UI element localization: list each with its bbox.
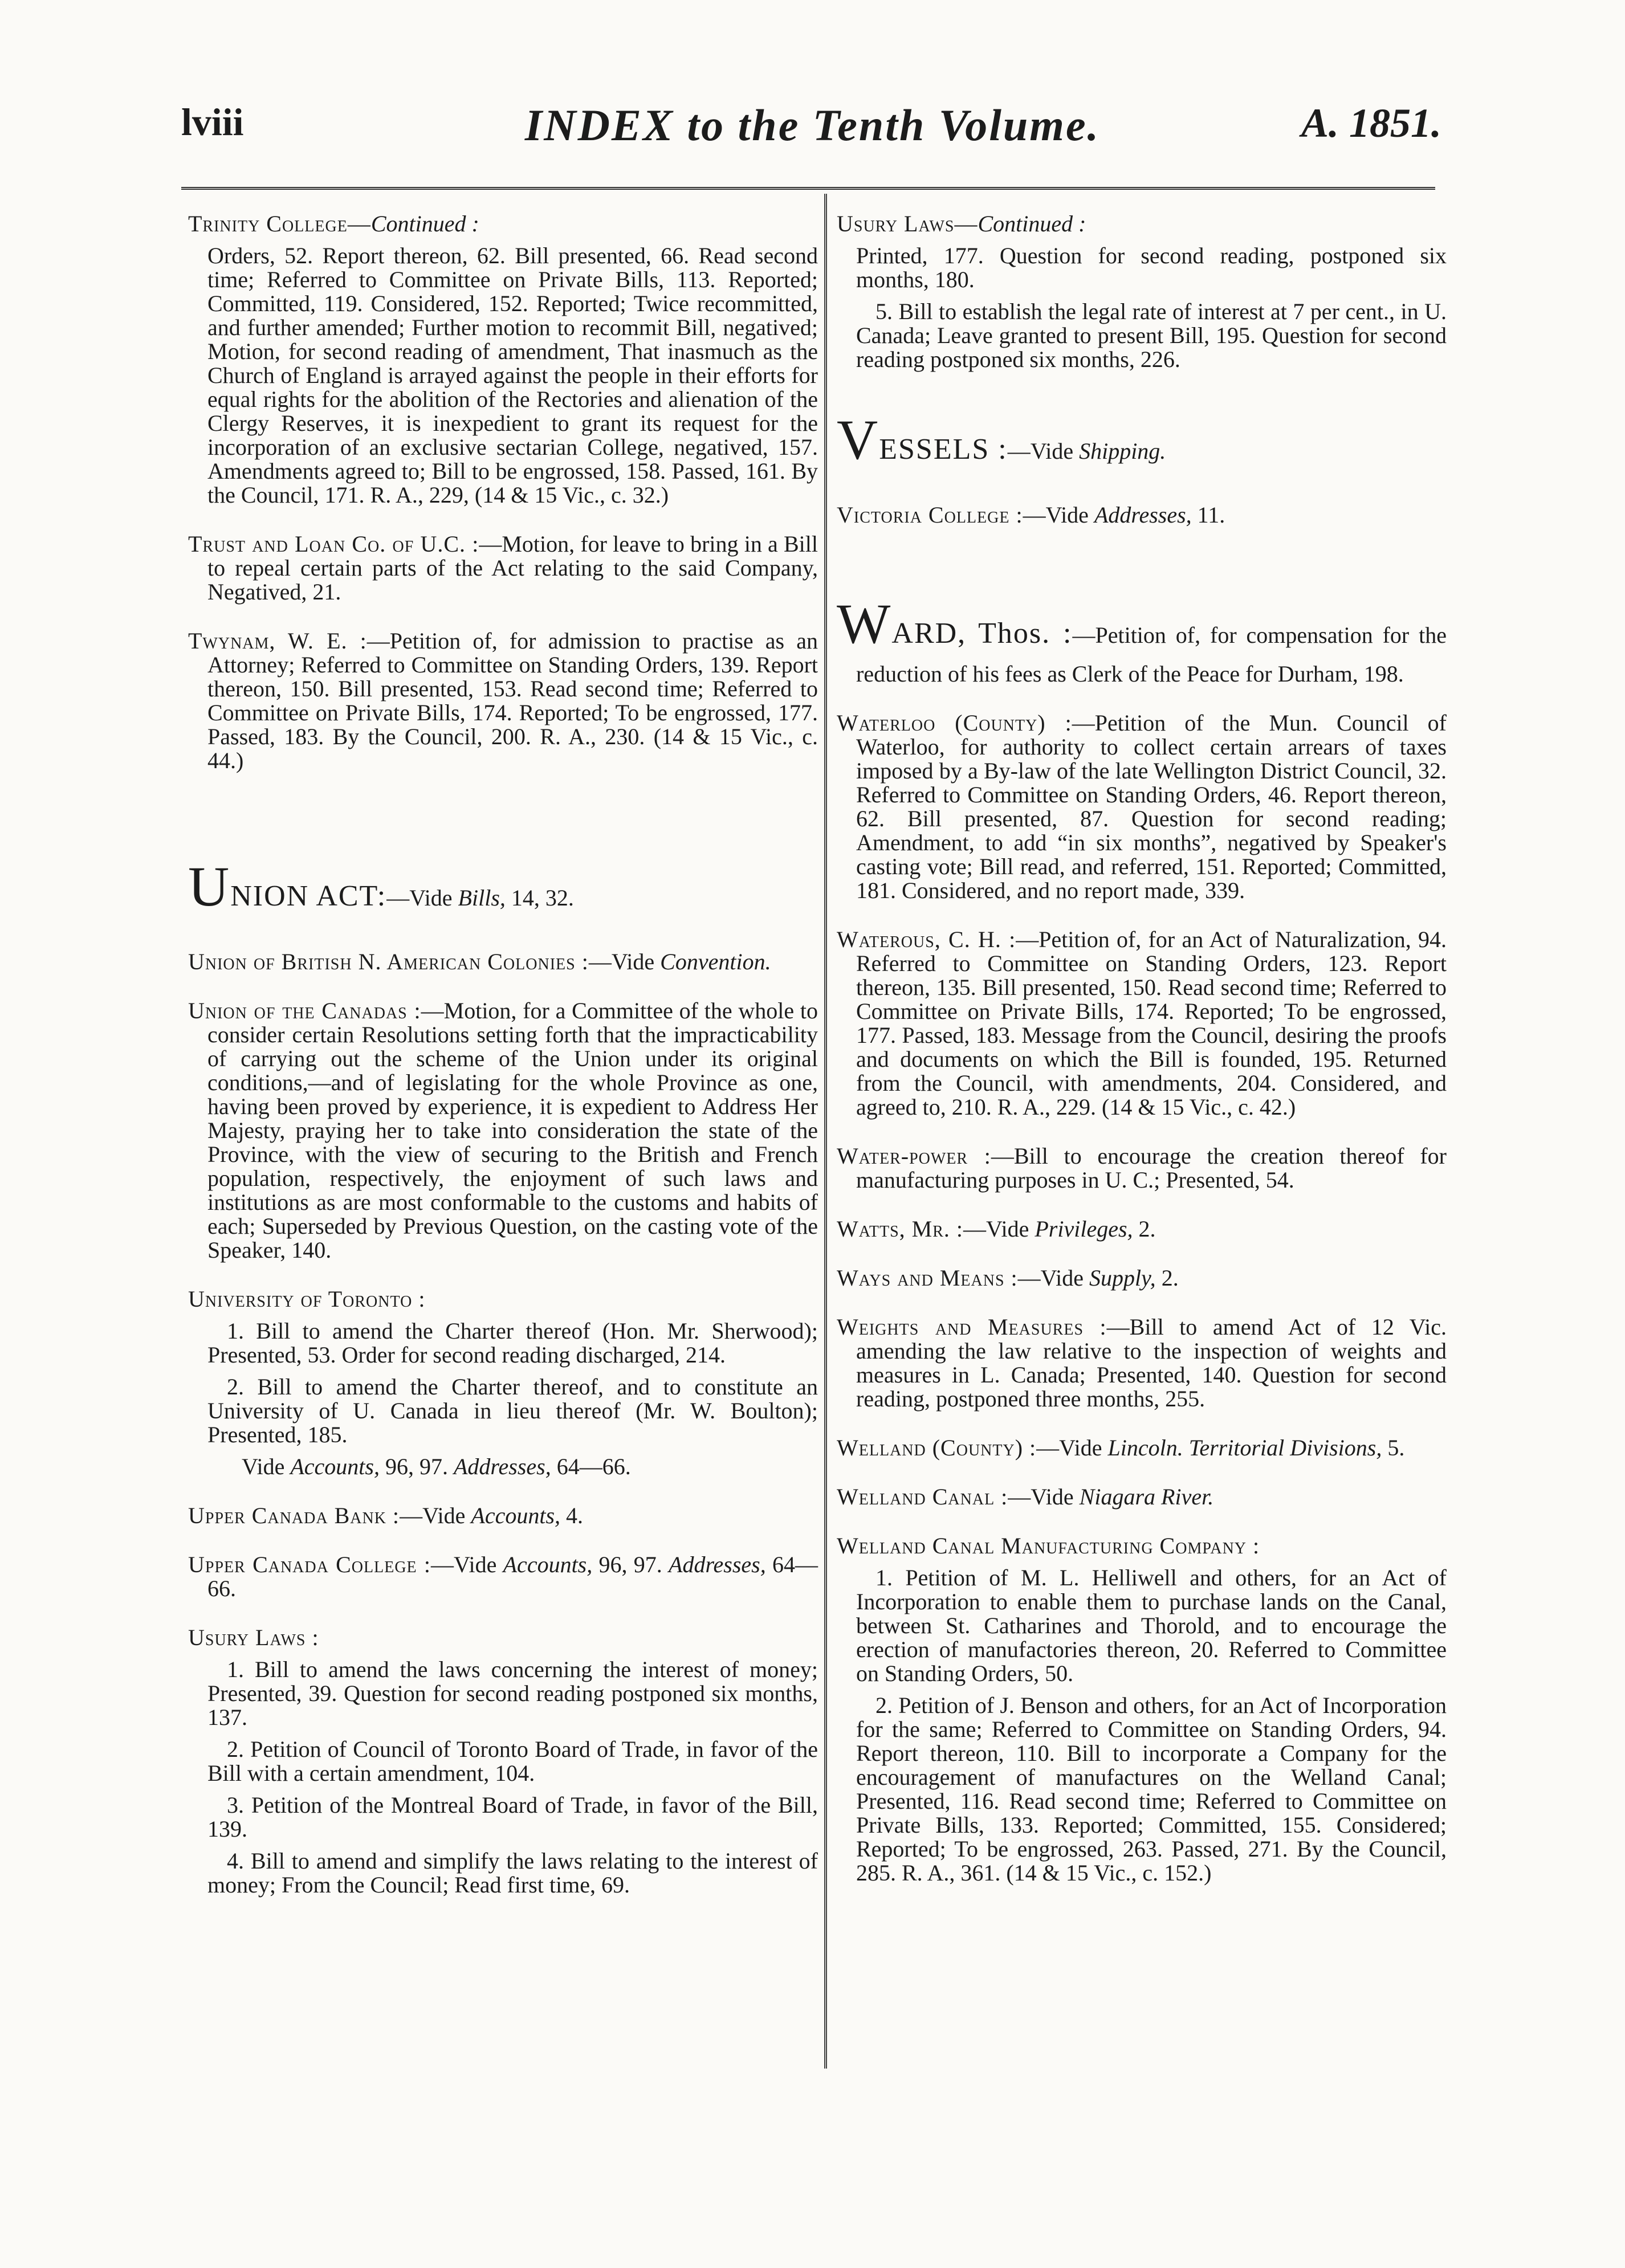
entry-heading: Water-power : — [837, 1143, 991, 1169]
entry-text: —Motion, for a Committee of the whole to consider certain Resolutions setting forth that the impracticability of carrying out the scheme of the Union under its original conditions,—and of legislating for the whole Province as one, having been proved by experience, it is expedient to Address Her Majesty, praying her to take into consideration the state of the Province, with the view of securing to the British and French population, respectively, the enjoyment of such laws and institutions as are most conformable to the customs and habits of each; Superseded by Previous Question, on the casting vote of the Speaker, 140. — [207, 998, 818, 1263]
sub-entry: 1. Bill to amend the laws concerning the interest of money; Presented, 39. Question for second reading postponed six months, 137. — [207, 1657, 818, 1730]
sub-entry: Printed, 177. Question for second reading, postponed six months, 180. — [856, 243, 1447, 292]
cross-reference: Bills, — [458, 885, 506, 911]
heading-initial: U — [188, 855, 231, 918]
entry-union-canadas — [188, 999, 818, 1262]
cross-reference: Accounts, — [471, 1503, 561, 1528]
entry-union-act — [188, 855, 818, 925]
entry-heading: Weights and Measures : — [837, 1314, 1107, 1340]
entry-ward — [837, 592, 1447, 687]
sub-entry: 1. Petition of M. L. Helliwell and others, for an Act of Incorporation to enable them to purchase lands on the Canal, between St. Catharines and Thorold, and to encourage the erection of manufactories thereon, 20. Referred to Committee on Standing Orders, 50. — [856, 1565, 1447, 1686]
right-column — [837, 212, 1447, 1910]
cross-reference: Accounts, — [290, 1454, 380, 1479]
sub-entry: 2. Petition of J. Benson and others, for an Act of Incorporation for the same; Referred to Committee on Standing Orders, 94. Report thereon, 110. Bill to incorporate a Company for the encouragement of manufactures on the Welland Canal; Presented, 116. Read second time; Referred to Committee on Private Bills, 133. Reported; Committed, 155. Considered; Reported; To be engrossed, 263. Passed, 271. By the Council, 285. R. A., 361. (14 & 15 Vic., c. 152.) — [856, 1692, 1447, 1886]
sub-entry: 5. Bill to establish the legal rate of interest at 7 per cent., in U. Canada; Leave granted to present Bill, 195. Question for second reading postponed six months, 226. — [856, 299, 1447, 372]
cross-reference: Territorial Divisions, — [1188, 1435, 1382, 1461]
entry-pages: 2. — [1155, 1265, 1179, 1291]
entry-welland-canal — [837, 1485, 1447, 1509]
left-column — [188, 212, 818, 1922]
entry-heading: Welland Canal : — [837, 1484, 1008, 1510]
sub-entry: 2. Petition of Council of Toronto Board of Trade, in favor of the Bill with a certain amendment, 104. — [207, 1736, 818, 1786]
entry-pages: 11. — [1191, 502, 1225, 528]
entry-uc-bank — [188, 1504, 818, 1528]
entry-pages: 64—66. — [207, 1552, 818, 1601]
entry-text: —Petition of the Mun. Council of Waterloo, for authority to collect certain arrears of taxes imposed by a By-law of the late Wellington District Council, 32. Referred to Committee on Standing Orders, 46. Report thereon, 62. Bill presented, 87. Question for second reading; Amendment, to add “in six months”, negatived by Speaker's casting vote; Bill read, and referred, 151. Reported; Committed, 181. Considered, and no report made, 339. — [856, 710, 1447, 903]
entry-text: —Vide — [588, 949, 661, 974]
entry-welland-county — [837, 1436, 1447, 1460]
entry-uc-college — [188, 1553, 818, 1601]
entry-weights-and-measures — [837, 1315, 1447, 1411]
entry-text: —Vide — [431, 1552, 503, 1577]
entry-text: Orders, 52. Report thereon, 62. Bill presented, 66. Read second time; Referred to Committee on Private Bills, 113. Reported; Committed, 119. Considered, 152. Reported; Twice recommitted, and further amended; Further motion to recommit Bill, negatived; Motion, for second reading of amendment, That inasmuch as the Church of England is arrayed against the people in their efforts for equal rights for the abolition of the Rectories and alienation of the Clergy Reserves, it is inexpedient to grant its request for the incorporation of an exclusive sectarian College, negatived, 157. Amendments agreed to; Bill to be engrossed, 158. Passed, 161. By the Council, 171. R. A., 229, (14 & 15 Vic., c. 32.) — [207, 243, 818, 508]
entry-heading: Victoria College : — [837, 502, 1023, 528]
entry-text: —Vide — [386, 885, 458, 911]
entry-water-power — [837, 1144, 1447, 1192]
entry-heading: Ways and Means : — [837, 1265, 1018, 1291]
heading-rest: ESSELS : — [879, 433, 1008, 466]
page-header — [0, 100, 1625, 162]
entry-heading: University of Toronto : — [188, 1286, 426, 1312]
heading-rest: NION ACT: — [230, 880, 387, 912]
cross-reference: Lincoln. — [1107, 1435, 1183, 1461]
continued-label: Continued : — [978, 211, 1086, 236]
entry-text: —Bill to encourage the creation thereof for manufacturing purposes in U. C.; Presented, 54. — [856, 1143, 1447, 1193]
entry-text: —Vide — [1023, 502, 1094, 528]
cross-reference: Privileges, — [1035, 1216, 1133, 1242]
entry-heading: Trust and Loan Co. of U.C. : — [188, 531, 479, 557]
entry-text: —Petition of, for compensation for the reduction of his fees as Clerk of the Peace for Durham, 198. — [856, 622, 1447, 687]
cross-reference: Supply, — [1089, 1265, 1156, 1291]
entry-heading — [188, 855, 386, 918]
entry-vessels — [837, 408, 1447, 478]
entry-waterloo — [837, 711, 1447, 903]
entry-heading: Upper Canada College : — [188, 1552, 431, 1577]
sub-entry-vide — [207, 1455, 818, 1479]
entry-text: —Vide — [1036, 1435, 1108, 1461]
sub-entry: 2. Bill to amend the Charter thereof, and to constitute an University of U. Canada in lieu thereof (Mr. W. Boulton); Presented, 185. — [207, 1374, 818, 1447]
entry-pages: 2. — [1133, 1216, 1156, 1242]
entry-text: —Bill to amend Act of 12 Vic. amending the law relative to the inspection of weights and measures in L. Canada; Presented, 140. Question for second reading, postponed three months, 255. — [856, 1314, 1447, 1412]
entry-watts — [837, 1217, 1447, 1241]
entry-trinity-college — [188, 212, 818, 507]
sub-entry: 4. Bill to amend and simplify the laws relating to the interest of money; From the Council; Read first time, 69. — [207, 1848, 818, 1898]
cross-reference: Addresses, — [453, 1454, 551, 1479]
entry-heading: Watts, Mr. : — [837, 1216, 964, 1242]
cross-reference: Addresses, — [669, 1552, 766, 1577]
page-year: A. 1851. — [1301, 100, 1441, 146]
entry-heading: Union of British N. American Colonies : — [188, 949, 589, 974]
entry-pages: 96, 97. — [592, 1552, 669, 1577]
entry-heading: Upper Canada Bank : — [188, 1503, 400, 1528]
entry-heading: Usury Laws— — [837, 211, 978, 236]
entry-text: —Vide — [1017, 1265, 1090, 1291]
entry-pages: 4. — [560, 1503, 584, 1528]
cross-reference: Addresses, — [1094, 502, 1192, 528]
heading-rest: ARD, Thos. : — [891, 617, 1073, 650]
entry-trust-and-loan — [188, 532, 818, 604]
sub-entry: 3. Petition of the Montreal Board of Trade, in favor of the Bill, 139. — [207, 1792, 818, 1842]
column-divider — [824, 194, 827, 2069]
entry-pages: 14, 32. — [505, 885, 574, 911]
entry-pages: 96, 97. — [379, 1454, 454, 1479]
entry-heading — [837, 592, 1072, 655]
page-number: lviii — [181, 100, 244, 144]
vide-label: Vide — [242, 1454, 291, 1479]
entry-usury-laws — [188, 1626, 818, 1897]
entry-text: —Vide — [1007, 438, 1080, 464]
entry-university-toronto — [188, 1287, 818, 1479]
entry-heading: Twynam, W. E. : — [188, 628, 367, 654]
entry-text: —Petition of, for an Act of Naturalization, 94. Referred to Committee on Standing Orders, 123. Report thereon, 135. Bill presented, 150. Read second time; Referred to Committee on Private Bills, 174. Reported; To be engrossed, 177. Passed, 183. Message from the Council, desiring the proofs and documents on which the Bill is founded, 195. Returned from the Council, with amendments, 204. Considered, and agreed to, 210. R. A., 229. (14 & 15 Vic., c. 42.) — [856, 927, 1447, 1120]
entry-welland-canal-mfg — [837, 1534, 1447, 1885]
cross-reference: Shipping. — [1079, 438, 1166, 464]
entry-text: —Petition of, for admission to practise as an Attorney; Referred to Committee on Standing Orders, 139. Report thereon, 150. Bill presented, 153. Read second time; Referred to Committee on Private Bills, 174. Reported; To be engrossed, 177. Passed, 183. By the Council, 200. R. A., 230. (14 & 15 Vic., c. 44.) — [207, 628, 818, 773]
entry-heading: Union of the Canadas : — [188, 998, 421, 1023]
entry-pages: 64—66. — [551, 1454, 631, 1479]
header-rule — [181, 187, 1435, 190]
entry-heading: Usury Laws : — [188, 1625, 319, 1650]
entry-heading: Welland (County) : — [837, 1435, 1037, 1461]
entry-union-british — [188, 950, 818, 974]
entry-text: —Vide — [400, 1503, 471, 1528]
entry-usury-continued — [837, 212, 1447, 372]
cross-reference: Niagara River. — [1079, 1484, 1214, 1510]
entry-twynam — [188, 629, 818, 773]
entry-text: —Motion, for leave to bring in a Bill to repeal certain parts of the Act relating to the said Company, Negatived, 21. — [207, 531, 818, 605]
entry-ways-and-means — [837, 1266, 1447, 1290]
entry-text: —Vide — [1008, 1484, 1080, 1510]
entry-victoria-college — [837, 503, 1447, 527]
entry-heading: Trinity College— — [188, 211, 371, 236]
heading-initial: V — [837, 408, 879, 471]
cross-reference: Accounts, — [503, 1552, 593, 1577]
page-title: INDEX to the Tenth Volume. — [524, 100, 1101, 150]
entry-heading: Waterous, C. H. : — [837, 927, 1016, 952]
entry-heading: Welland Canal Manufacturing Company : — [837, 1533, 1260, 1559]
entry-heading: Waterloo (County) : — [837, 710, 1072, 736]
entry-heading — [837, 408, 1008, 471]
entry-pages: 5. — [1382, 1435, 1405, 1461]
spacer-text — [1183, 1435, 1189, 1461]
entry-text: —Vide — [963, 1216, 1035, 1242]
sub-entry: 1. Bill to amend the Charter thereof (Hon. Mr. Sherwood); Presented, 53. Order for second reading discharged, 214. — [207, 1318, 818, 1368]
continued-label: Continued : — [370, 211, 479, 236]
heading-initial: W — [837, 592, 892, 655]
cross-reference: Convention. — [660, 949, 771, 974]
entry-waterous — [837, 928, 1447, 1119]
